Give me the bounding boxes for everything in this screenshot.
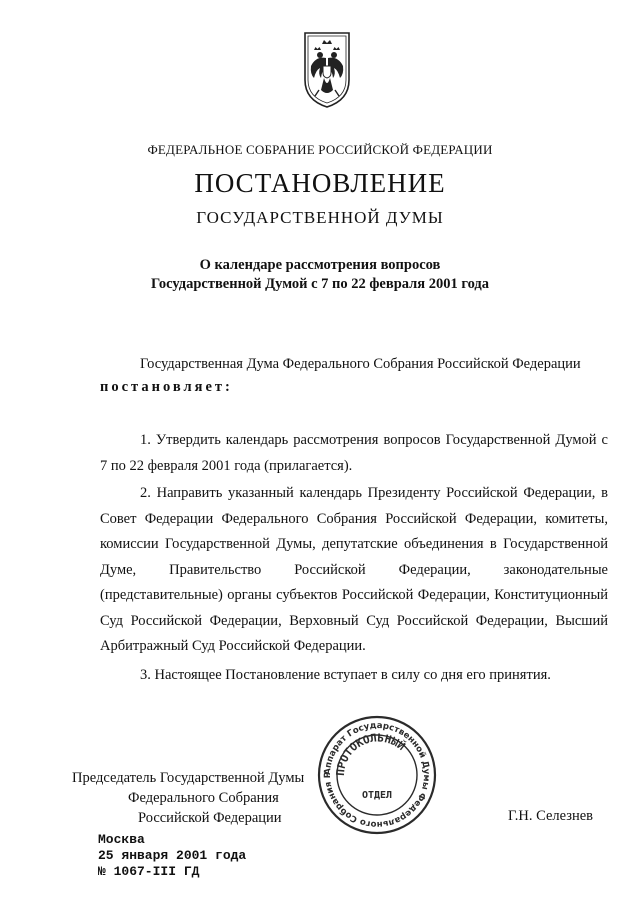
- official-stamp: [316, 714, 438, 836]
- signatory-title-line-3: Российской Федерации: [138, 810, 282, 826]
- document-subject: [0, 256, 640, 294]
- stamp-ring-text: Аппарат Государственной Думы Федерального Собрания Р: [322, 720, 432, 830]
- item-3-paragraph: 3. Настоящее Постановление вступает в силу со дня его принятия.: [140, 667, 551, 683]
- document-number: № 1067-III ГД: [98, 864, 200, 879]
- signatory-title-line-2: Федерального Собрания: [128, 790, 279, 806]
- subject-line-2: Государственной Думой с 7 по 22 февраля 2001 года: [150, 276, 490, 292]
- signatory-name: Г.Н. Селезнев: [508, 808, 593, 824]
- item-1-paragraph: 1. Утвердить календарь рассмотрения вопросов Государственной Думой с 7 по 22 февраля 2001 года (прилагается).: [100, 432, 608, 474]
- subject-line-1: О календаре рассмотрения вопросов: [199, 257, 441, 273]
- coat-of-arms-icon: [302, 30, 352, 110]
- issuer-subtitle: ГОСУДАРСТВЕННОЙ ДУМЫ: [196, 208, 444, 227]
- stamp-inner-bottom-text: ОТДЕЛ: [361, 790, 393, 801]
- signatory-title-line-1: Председатель Государственной Думы: [72, 770, 305, 786]
- issue-place: Москва: [98, 832, 145, 847]
- item-2-paragraph: 2. Направить указанный календарь Президенту Российской Федерации, в Совет Федерации Федерального Собрания Российской Федерации, комитеты, комиссии Государственной Думы, депутатские объединения в Государственной Думе, Правительство Российской Федерации, законодательные (представительные) органы субъектов Российской Федерации, Конституционный Суд Российской Федерации, Верховный Суд Российской Федерации, Высший Арбитражный Суд Российской Федерации.: [100, 485, 608, 654]
- document-type-title: ПОСТАНОВЛЕНИЕ: [194, 168, 446, 198]
- organization-header: ФЕДЕРАЛЬНОЕ СОБРАНИЕ РОССИЙСКОЙ ФЕДЕРАЦИИ: [147, 142, 493, 157]
- stamp-inner-top-text: ПРОТОКОЛЬНЫЙ: [333, 731, 408, 777]
- resolves-heading: постановляет:: [100, 379, 233, 395]
- issue-date: 25 января 2001 года: [98, 848, 247, 863]
- intro-paragraph: Государственная Дума Федерального Собрания Российской Федерации: [140, 356, 581, 372]
